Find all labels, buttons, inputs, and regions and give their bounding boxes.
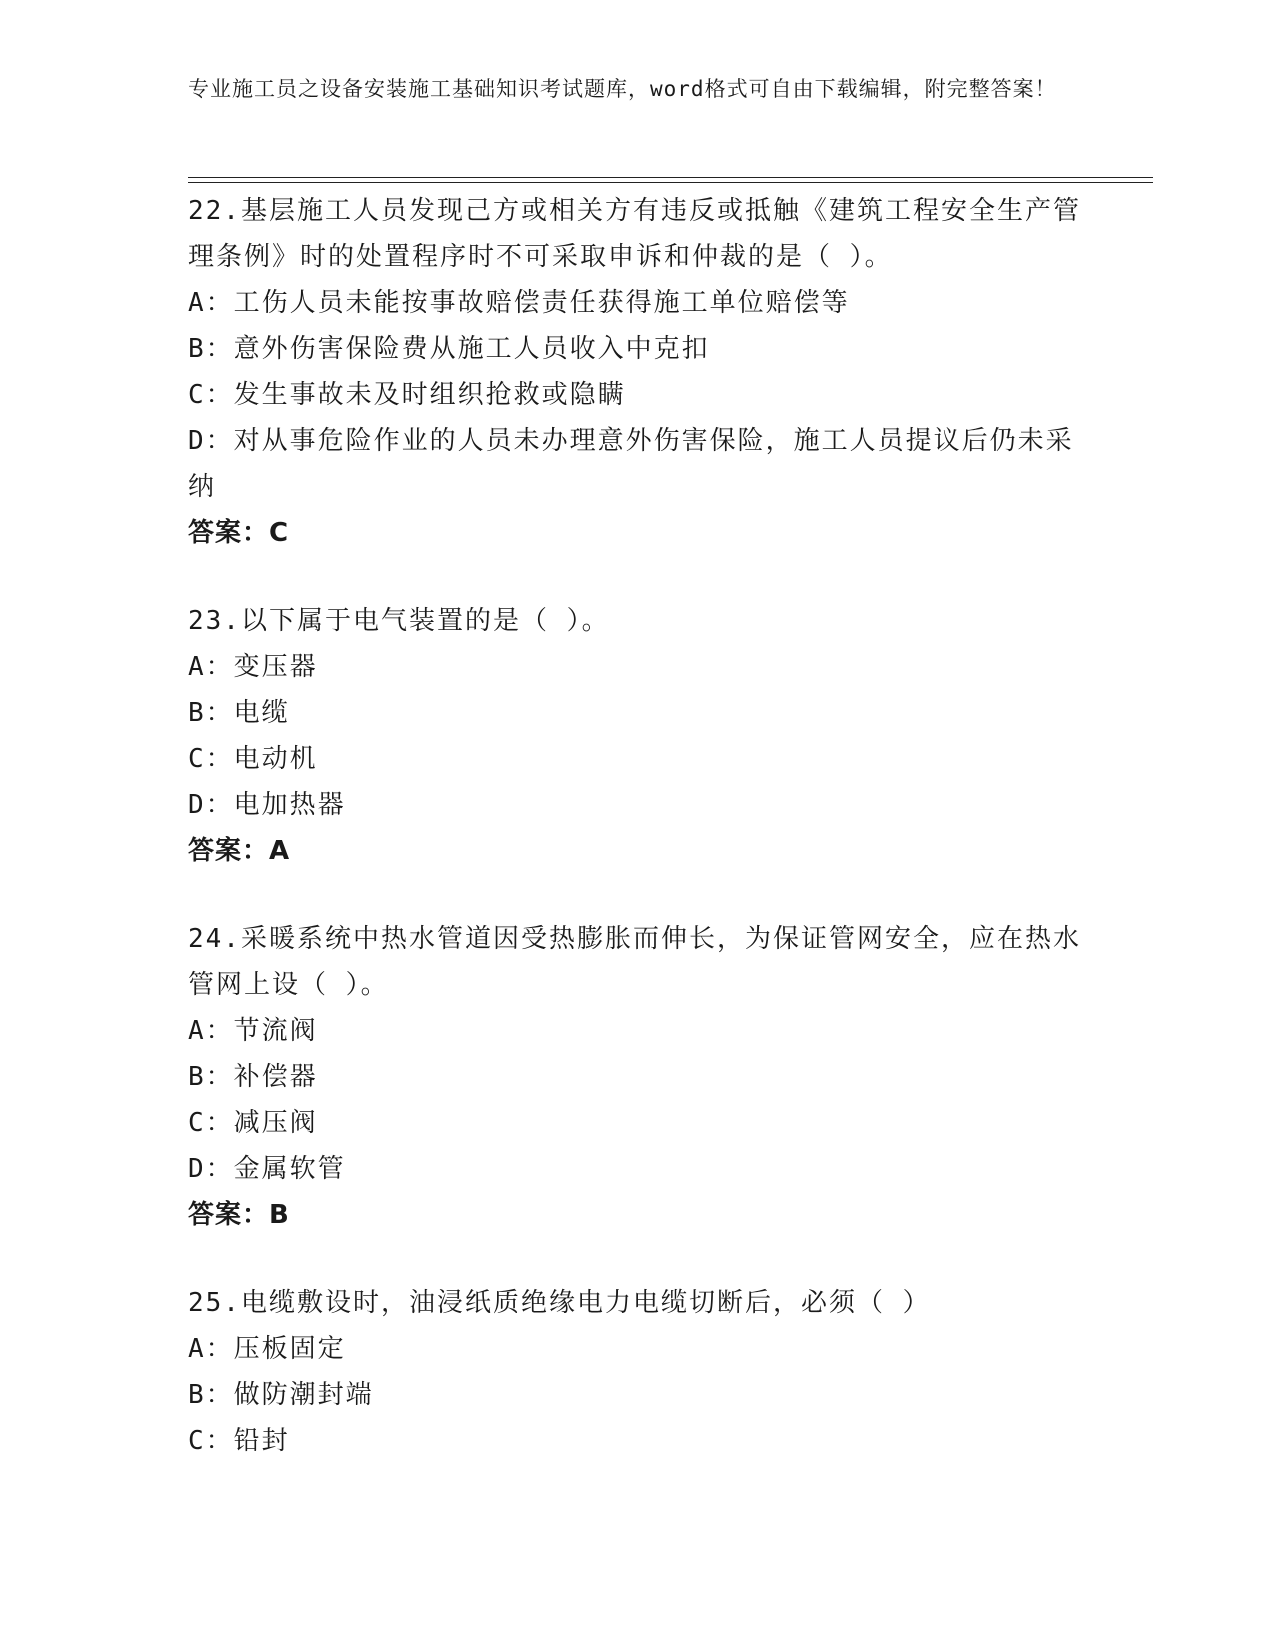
option-b: B：意外伤害保险费从施工人员收入中克扣: [188, 334, 710, 364]
header-rule-top: [188, 177, 1153, 178]
option-d: D：对从事危险作业的人员未办理意外伤害保险，施工人员提议后仍未采纳: [188, 426, 1074, 502]
option-b: B：补偿器: [188, 1062, 318, 1092]
question-stem: 22.基层施工人员发现己方或相关方有违反或抵触《建筑工程安全生产管理条例》时的处置程序时不可采取申诉和仲裁的是（ ）。: [188, 196, 1081, 272]
option-d: D：金属软管: [188, 1154, 346, 1184]
option-c: C：发生事故未及时组织抢救或隐瞒: [188, 380, 626, 410]
option-a: A：压板固定: [188, 1334, 346, 1364]
question-25: [188, 1280, 1088, 1464]
option-a: A：工伤人员未能按事故赔偿责任获得施工单位赔偿等: [188, 288, 850, 318]
option-a: A：变压器: [188, 652, 318, 682]
document-header: 专业施工员之设备安装施工基础知识考试题库，word格式可自由下载编辑，附完整答案！: [188, 77, 1057, 101]
option-b: B：电缆: [188, 698, 290, 728]
question-stem: 24.采暖系统中热水管道因受热膨胀而伸长，为保证管网安全，应在热水管网上设（ ）。: [188, 924, 1081, 1000]
question-22: [188, 188, 1088, 556]
option-c: C：铅封: [188, 1426, 290, 1456]
answer-text: 答案：C: [188, 518, 290, 548]
option-a: A：节流阀: [188, 1016, 318, 1046]
question-list: [188, 188, 1088, 1506]
question-stem: 23.以下属于电气装置的是（ ）。: [188, 606, 610, 636]
option-d: D：电加热器: [188, 790, 346, 820]
question-stem: 25.电缆敷设时，油浸纸质绝缘电力电缆切断后，必须（ ）: [188, 1288, 931, 1318]
answer-text: 答案：B: [188, 1200, 290, 1230]
question-24: [188, 916, 1088, 1238]
option-c: C：减压阀: [188, 1108, 318, 1138]
answer-text: 答案：A: [188, 836, 291, 866]
option-b: B：做防潮封端: [188, 1380, 374, 1410]
option-c: C：电动机: [188, 744, 318, 774]
header-rule-bottom: [188, 182, 1153, 183]
question-23: [188, 598, 1088, 874]
